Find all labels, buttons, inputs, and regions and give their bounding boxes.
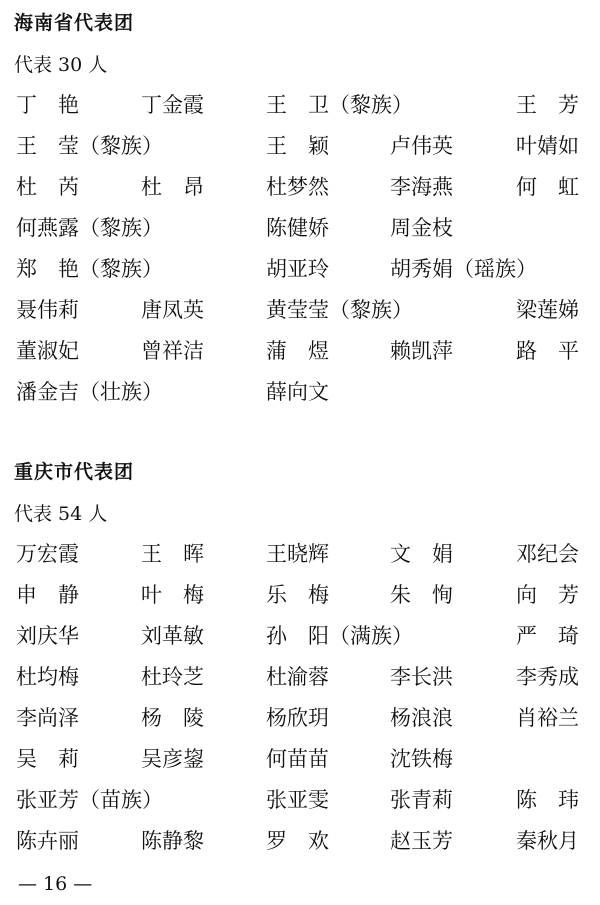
name-row: [0, 786, 600, 814]
name-row: [0, 296, 600, 324]
name-row: [0, 704, 600, 732]
delegate-name: 张青莉: [390, 788, 453, 812]
delegate-name: 薛向文: [266, 380, 329, 404]
name-row: [0, 132, 600, 160]
delegate-name: 杨浪浪: [390, 706, 453, 730]
delegate-name: 王 颖: [266, 134, 329, 158]
delegate-name: 杜均梅: [16, 665, 79, 689]
delegate-name: 杜梦然: [266, 175, 329, 199]
delegate-name: 王 晖: [141, 542, 204, 566]
delegate-name: 李长洪: [390, 665, 453, 689]
delegate-name: 李海燕: [390, 175, 453, 199]
name-row: [0, 378, 600, 406]
delegate-name: 文 娟: [390, 542, 453, 566]
delegate-name: 刘庆华: [16, 624, 79, 648]
delegate-name: 陈健娇: [266, 216, 329, 240]
delegate-name: 叶婧如: [516, 134, 579, 158]
delegate-name: 沈铁梅: [390, 747, 453, 771]
delegate-name: 王 卫（黎族）: [266, 93, 413, 117]
delegate-name: 丁金霞: [141, 93, 204, 117]
delegate-name: 张亚雯: [266, 788, 329, 812]
delegate-name: 何 虹: [516, 175, 579, 199]
delegate-name: 卢伟英: [390, 134, 453, 158]
delegate-name: 吴彦鋆: [141, 747, 204, 771]
delegate-name: 申 静: [16, 583, 79, 607]
delegate-name: 叶 梅: [141, 583, 204, 607]
delegate-name: 杜 昂: [141, 175, 204, 199]
delegate-name: 郑 艳（黎族）: [16, 257, 163, 281]
delegate-name: 陈静黎: [141, 829, 204, 853]
name-row: [0, 214, 600, 242]
delegate-name: 乐 梅: [266, 583, 329, 607]
delegate-name: 杜 芮: [16, 175, 79, 199]
delegate-name: 路 平: [516, 339, 579, 363]
delegate-name: 严 琦: [516, 624, 579, 648]
delegate-name: 秦秋月: [516, 829, 579, 853]
delegate-name: 陈卉丽: [16, 829, 79, 853]
delegate-name: 梁莲娣: [516, 298, 579, 322]
delegate-name: 王晓辉: [266, 542, 329, 566]
delegate-name: 胡秀娟（瑶族）: [390, 257, 537, 281]
name-row: [0, 745, 600, 773]
section-title: 重庆市代表团: [14, 461, 135, 483]
delegate-name: 赵玉芳: [390, 829, 453, 853]
delegate-name: 聂伟莉: [16, 298, 79, 322]
delegate-name: 王 莹（黎族）: [16, 134, 163, 158]
delegate-name: 杨 陵: [141, 706, 204, 730]
delegate-name: 赖凯萍: [390, 339, 453, 363]
name-row: [0, 581, 600, 609]
section-count: 代表 54 人: [14, 503, 108, 525]
delegate-name: 丁 艳: [16, 93, 79, 117]
delegate-name: 向 芳: [516, 583, 579, 607]
name-row: [0, 91, 600, 119]
delegate-name: 胡亚玲: [266, 257, 329, 281]
delegate-name: 吴 莉: [16, 747, 79, 771]
delegate-name: 何苗苗: [266, 747, 329, 771]
delegate-name: 李秀成: [516, 665, 579, 689]
delegate-name: 何燕露（黎族）: [16, 216, 163, 240]
delegate-name: 曾祥洁: [141, 339, 204, 363]
delegate-name: 蒲 煜: [266, 339, 329, 363]
delegate-name: 李尚泽: [16, 706, 79, 730]
section-title: 海南省代表团: [14, 12, 135, 34]
name-row: [0, 255, 600, 283]
delegate-name: 刘革敏: [141, 624, 204, 648]
delegate-name: 孙 阳（满族）: [266, 624, 413, 648]
delegate-name: 陈 玮: [516, 788, 579, 812]
delegate-name: 周金枝: [390, 216, 453, 240]
delegate-name: 张亚芳（苗族）: [16, 788, 163, 812]
name-row: [0, 337, 600, 365]
name-row: [0, 540, 600, 568]
delegate-name: 杜玲芝: [141, 665, 204, 689]
delegate-name: 万宏霞: [16, 542, 79, 566]
delegate-name: 罗 欢: [266, 829, 329, 853]
section-count: 代表 30 人: [14, 54, 108, 76]
delegate-name: 肖裕兰: [516, 706, 579, 730]
delegate-name: 潘金吉（壮族）: [16, 380, 163, 404]
name-row: [0, 173, 600, 201]
delegate-name: 董淑妃: [16, 339, 79, 363]
delegate-name: 杜渝蓉: [266, 665, 329, 689]
delegate-name: 唐凤英: [141, 298, 204, 322]
delegate-name: 王 芳: [516, 93, 579, 117]
delegate-name: 邓纪会: [516, 542, 579, 566]
page-number: — 16 —: [18, 873, 93, 895]
name-row: [0, 827, 600, 855]
name-row: [0, 622, 600, 650]
name-row: [0, 663, 600, 691]
delegate-name: 朱 恂: [390, 583, 453, 607]
delegate-name: 杨欣玥: [266, 706, 329, 730]
delegate-name: 黄莹莹（黎族）: [266, 298, 413, 322]
